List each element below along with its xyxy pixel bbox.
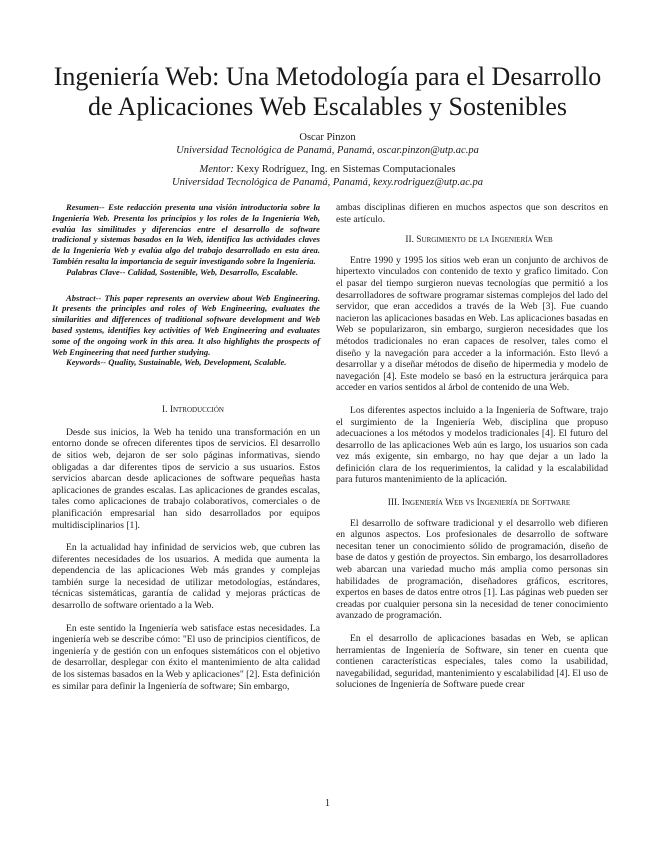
abstract-paragraph	[52, 293, 320, 358]
resumen-label: Resumen--	[66, 202, 105, 212]
author-affiliation: Universidad Tecnológica de Panamá, Panamá, oscar.pinzon@utp.ac.pa	[176, 145, 479, 156]
palabras-label: Palabras Clave--	[66, 266, 126, 277]
title-line-1: Ingeniería Web: Una Metodología para el Desarrollo	[53, 62, 602, 91]
section-1-paragraph-1: Desde sus inicios, la Web ha tenido una transformación en un entorno donde se ofrecen diferentes tipos de servicios. El desarrollo de sitios web, dejaron de ser solo páginas informativas, siendo obligadas a dar diferentes tipos de servicio a sus usuarios. Estos servicios abarcan desde aplicaciones de software pequeñas hasta aplicaciones de grandes escalas. Las aplicaciones de grandes escalas, tales como aplicaciones de trabajo colaborativos, comerciales o de planificación empresarial han sido desarrollados por equipos multidisciplinarios [1].	[52, 426, 320, 531]
title-line-2: de Aplicaciones Web Escalables y Sostenibles	[87, 92, 568, 121]
section-3-heading: III. Ingeniería Web vs Ingeniería de Software	[387, 498, 571, 509]
keywords-paragraph	[52, 357, 320, 368]
abstract-text: This paper represents an overview about Web Engineering. It presents the principles and roles of Web Engineering, evaluates the similarities and differences of traditional software development and Web based systems, identifies key activities of Web Engineering and evaluates some of the ongoing work in this area. It also highlights the prospects of Web Engineering that need further studying.	[52, 292, 320, 357]
section-1-continuation: ambas disciplinas difieren en muchos aspectos que son descritos en este artículo.	[336, 202, 608, 225]
keywords-text: Quality, Sustainable, Web, Development, Scalable.	[108, 357, 287, 368]
palabras-text: Calidad, Sostenible, Web, Desarrollo, Escalable.	[127, 266, 298, 277]
palabras-paragraph	[52, 267, 320, 278]
section-1-paragraph-2: En la actualidad hay infinidad de servicios web, que cubren las diferentes necesidades de los usuarios. A medida que aumenta la dependencia de las aplicaciones Web más grandes y complejas también surge la necesidad de utilizar metodologías, estándares, técnicas sistemáticas, garantía de calidad y mejoras prácticas de desarrollo de software orientado a la Web.	[52, 542, 320, 612]
section-2-heading: II. Surgimiento de la Ingeniería Web	[405, 235, 553, 246]
abstract-label: Abstract--	[66, 292, 102, 303]
resumen-text: Este redacción presenta una visión introductoria sobre la Ingeniería Web. Presenta los principios y los roles de la Ingeniería Web, evalúa las similitudes y diferencias entre el desarrollo de software tradicional y sistemas basados en la Web, identifica las actividades claves de la Ingeniería Web y evalúa algo del trabajo desarrollado en esta área. También resalta la importancia de seguir investigando sobre la Ingeniería.	[52, 202, 321, 266]
section-1-paragraph-3: En este sentido la Ingeniería web satisface estas necesidades. La ingeniería web se describe cómo: "El uso de principios científicos, de ingeniería y de gestión con un enfoques sistemáticos con el objetivo de desarrollar, desplegar con éxito el mantenimiento de alta calidad de los sistemas basados en la Web y aplicaciones" [2]. Esta definición es similar para definir la Ingeniería de software; Sin embargo,	[52, 622, 320, 692]
section-3-paragraph-1: El desarrollo de software tradicional y el desarrollo web difieren en algunos aspectos. Los profesionales de desarrollo de software necesitan tener un conocimiento sólido de programación, diseño de base de datos y gestión de proyectos. Sin embargo, los desarrolladores web abarcan una variedad mucho más amplia como personas sin habilidades de programación, diseñadores gráficos, escritores, expertos en bases de datos entre otros [1]. Las páginas web pueden ser creadas por cualquier persona sin la necesidad de tener conocimiento avanzado de programación.	[336, 517, 608, 622]
section-3-paragraph-2: En el desarrollo de aplicaciones basadas en Web, se aplican herramientas de Ingeniería de Software, sin tener en cuenta que contienen características especiales, tales como la usabilidad, navegabilidad, seguridad, mantenimiento y escalabilidad [4]. El uso de soluciones de Ingeniería de Software puede crear	[336, 633, 609, 691]
mentor-label: Mentor:	[199, 164, 234, 175]
mentor-affiliation: Universidad Tecnológica de Panamá, Panamá, kexy.rodriguez@utp.ac.pa	[171, 177, 483, 188]
author-name: Oscar Pinzon	[299, 132, 356, 143]
page-number: 1	[325, 798, 330, 809]
paper-title	[40, 62, 615, 122]
keywords-label: Keywords--	[66, 357, 107, 368]
mentor-line	[40, 163, 615, 176]
section-2-paragraph-2: Los diferentes aspectos incluido a la Ingeniería de Software, trajo el surgimiento de la Ingeniería Web, disciplina que propuso adecuaciones a los métodos y modelos tradicionales [4]. El futuro del desarrollo de las aplicaciones Web aún es largo, los usuarios son cada vez más exigente, sin embargo, no hay que dejar a un lado la definición clara de los requerimientos, la calidad y la escalabilidad para futuros mantenimiento de la aplicación.	[336, 404, 608, 486]
section-2-paragraph-1: Entre 1990 y 1995 los sitios web eran un conjunto de archivos de hipertexto vinculados con contenido de texto y grafico limitado. Con el pasar del tiempo surgieron nuevas tecnologías que permitió a los desarrolladores de software programar sistemas complejos del lado del servidor, que eran accedidos a través de la Web [3]. Fue cuando nacieron las aplicaciones basadas en Web. Las aplicaciones basadas en Web se popularizaron, sin embargo, surgieron necesidades que los métodos tradicionales no eran capaces de resolver, tales como el diseño y la navegación para acceder a la información. Esto llevó a desarrollar y a diseñar métodos de diseño de hipermedia y modelo de navegación [4]. Este modelo se basó en la estructura jerárquica para acceder en varios sentidos al árbol de contenido de una Web.	[336, 254, 608, 394]
left-column	[52, 202, 320, 692]
section-1-heading: I. Introducción	[162, 405, 224, 416]
right-column	[336, 202, 608, 691]
resumen-paragraph	[52, 202, 320, 267]
mentor-name: Kexy Rodríguez, Ing. en Sistemas Computacionales	[236, 164, 456, 175]
